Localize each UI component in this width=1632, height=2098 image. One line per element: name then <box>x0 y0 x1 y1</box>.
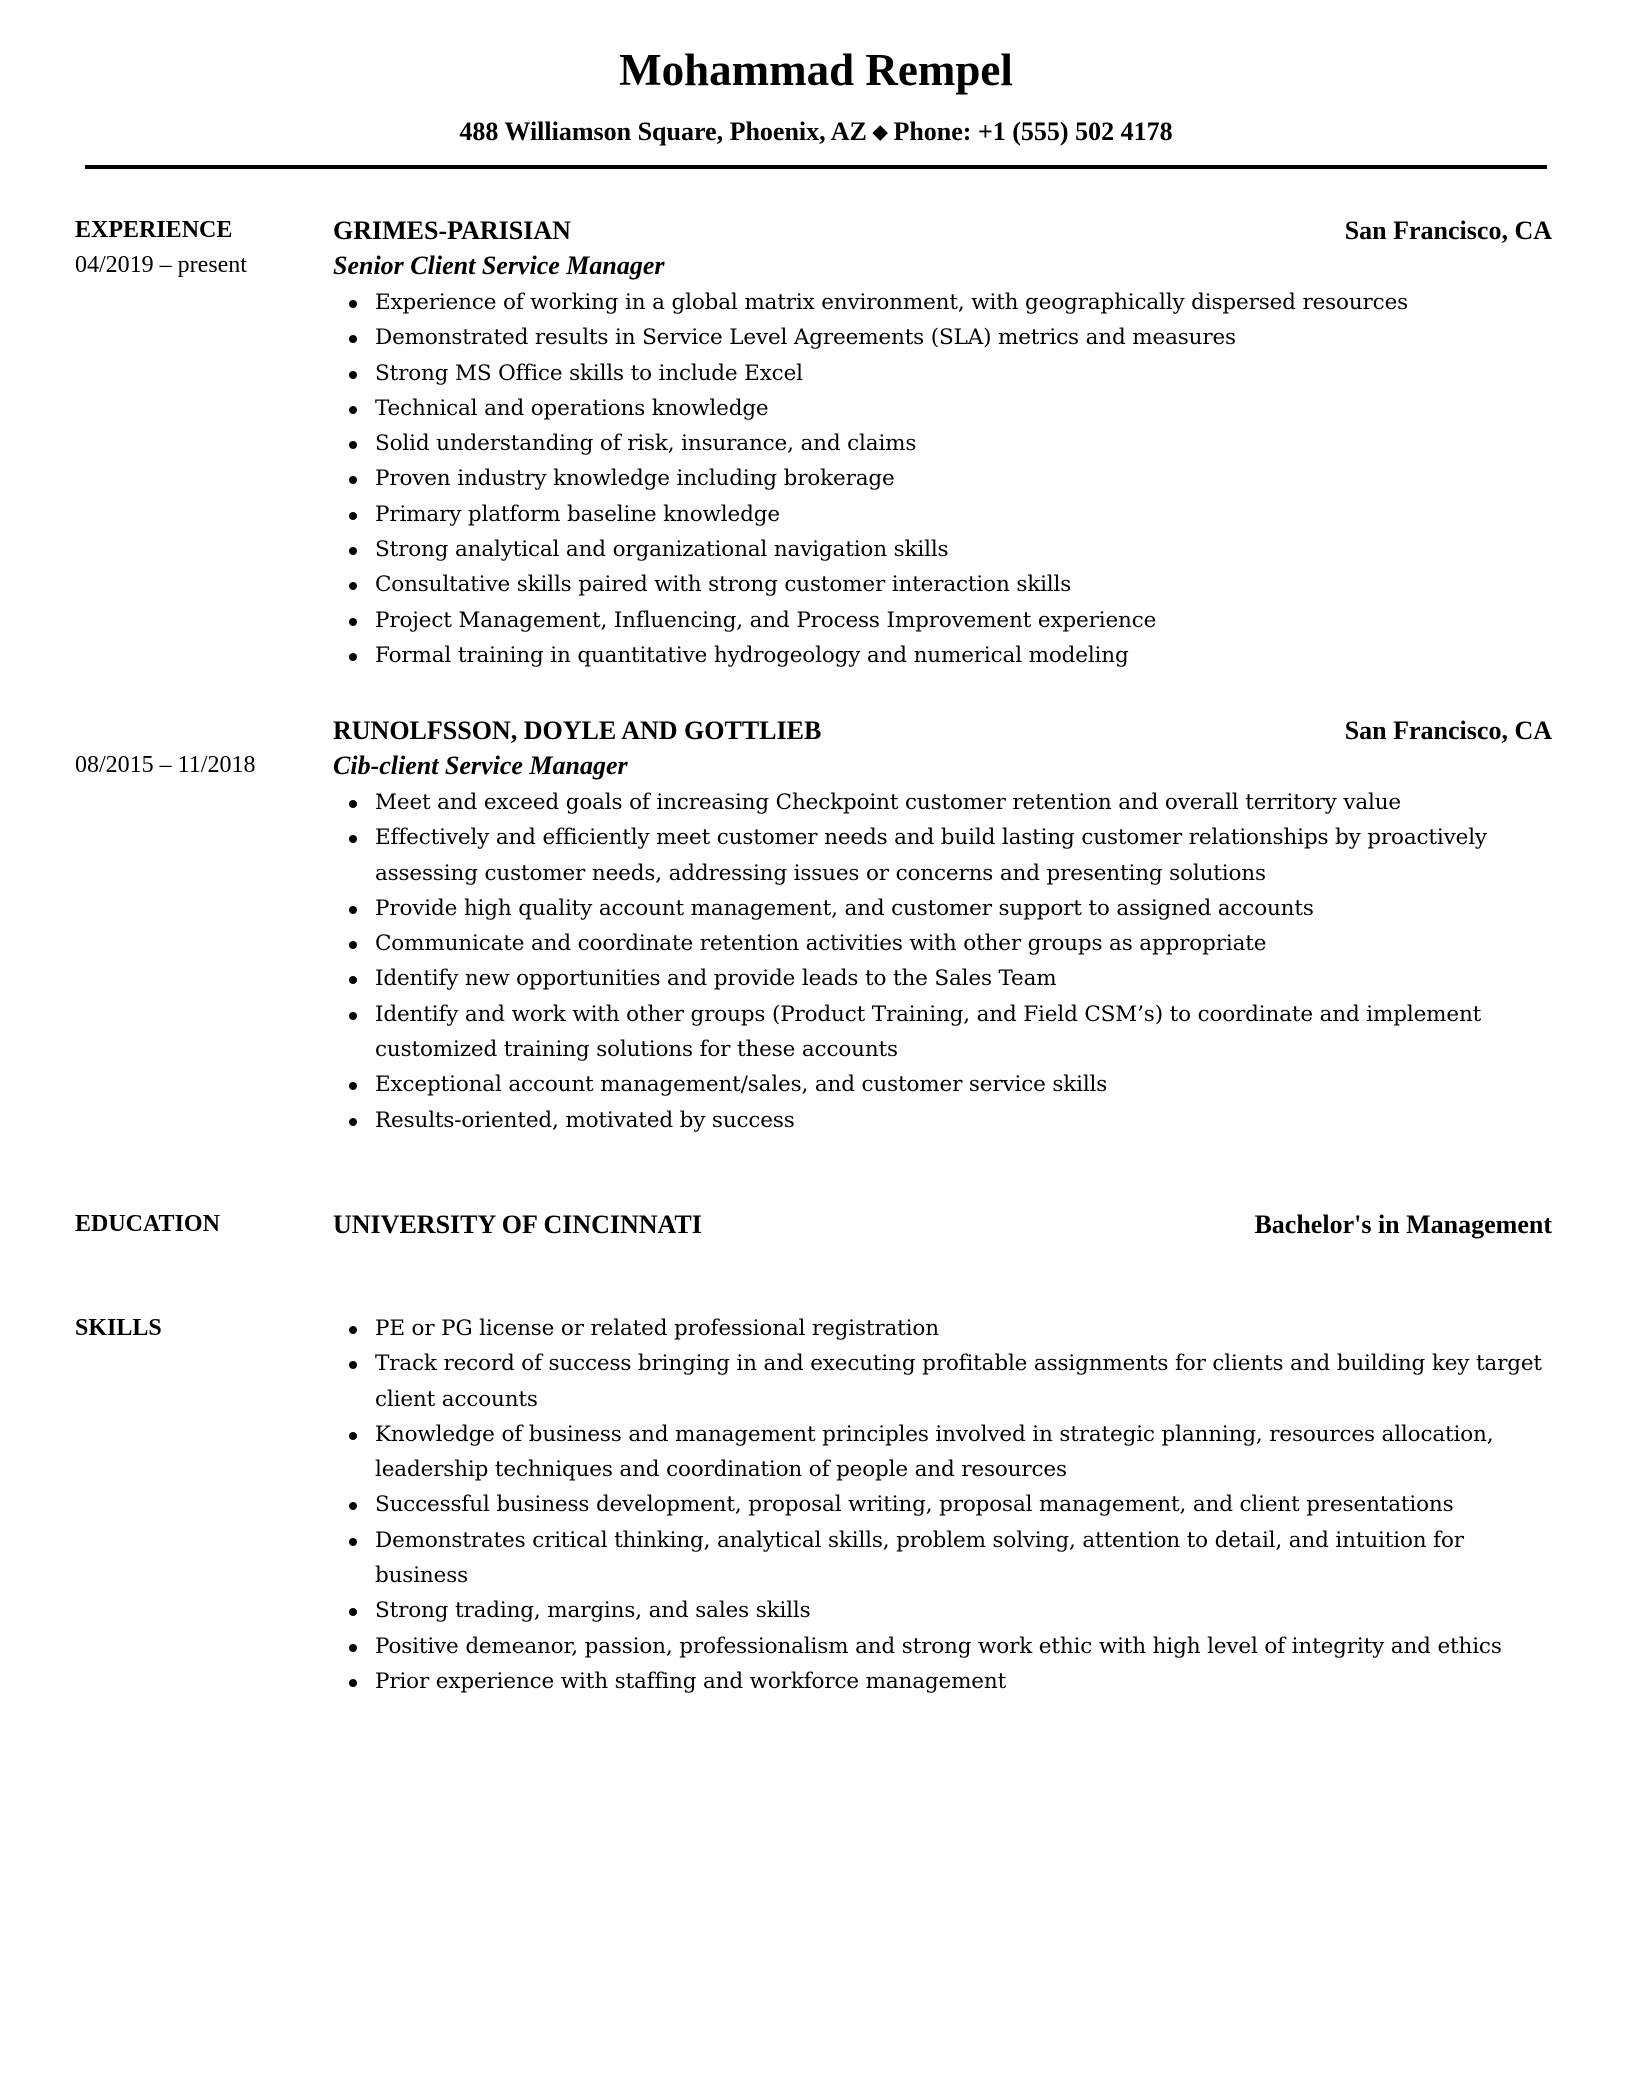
company-name: GRIMES-PARISIAN <box>333 216 571 245</box>
diamond-separator-icon: ◆ <box>872 122 888 143</box>
job-location: San Francisco, CA <box>1344 716 1552 745</box>
list-item: Track record of success bringing in and executing profitable assignments for clients and building key target client accounts <box>333 1346 1552 1417</box>
job-entry <box>333 213 1552 673</box>
bullet-icon <box>349 800 357 808</box>
job-entry <box>333 713 1552 1138</box>
list-item: Formal training in quantitative hydrogeology and numerical modeling <box>333 638 1552 673</box>
list-item: Technical and operations knowledge <box>333 391 1552 426</box>
list-item: Proven industry knowledge including brokerage <box>333 461 1552 496</box>
bullet-icon <box>349 1012 357 1020</box>
bullet-icon <box>349 1118 357 1126</box>
bullet-icon <box>349 371 357 379</box>
list-item: Strong MS Office skills to include Excel <box>333 356 1552 391</box>
section-label-skills: SKILLS <box>75 1315 162 1341</box>
bullet-icon <box>349 441 357 449</box>
candidate-name: Mohammad Rempel <box>619 45 1013 95</box>
job-bullets <box>333 285 1552 673</box>
bullet-icon <box>349 1538 357 1546</box>
list-item: Communicate and coordinate retention activities with other groups as appropriate <box>333 926 1552 961</box>
bullet-icon <box>349 300 357 308</box>
bullet-icon <box>349 618 357 626</box>
list-item: Experience of working in a global matrix environment, with geographically dispersed resources <box>333 285 1552 320</box>
list-item: Primary platform baseline knowledge <box>333 497 1552 532</box>
bullet-icon <box>349 1326 357 1334</box>
bullet-icon <box>349 941 357 949</box>
bullet-icon <box>349 1679 357 1687</box>
list-item: Prior experience with staffing and workforce management <box>333 1664 1552 1699</box>
degree: Bachelor's in Management <box>1254 1210 1552 1239</box>
bullet-icon <box>349 653 357 661</box>
header-divider <box>85 165 1547 169</box>
list-item: Solid understanding of risk, insurance, and claims <box>333 426 1552 461</box>
list-item: Meet and exceed goals of increasing Checkpoint customer retention and overall territory value <box>333 785 1552 820</box>
address: 488 Williamson Square, Phoenix, AZ <box>459 117 867 146</box>
job-title: Senior Client Service Manager <box>333 251 665 280</box>
contact-line <box>0 118 1632 147</box>
list-item: Exceptional account management/sales, and customer service skills <box>333 1067 1552 1102</box>
job-dates: 04/2019 – present <box>75 252 247 278</box>
list-item: Strong trading, margins, and sales skills <box>333 1593 1552 1628</box>
bullet-icon <box>349 1502 357 1510</box>
list-item: PE or PG license or related professional registration <box>333 1311 1552 1346</box>
bullet-icon <box>349 1361 357 1369</box>
education-entry <box>333 1207 1552 1242</box>
list-item: Strong analytical and organizational navigation skills <box>333 532 1552 567</box>
phone: Phone: +1 (555) 502 4178 <box>893 117 1173 146</box>
bullet-icon <box>349 976 357 984</box>
job-bullets <box>333 785 1552 1138</box>
bullet-icon <box>349 1608 357 1616</box>
bullet-icon <box>349 547 357 555</box>
bullet-icon <box>349 1082 357 1090</box>
company-name: RUNOLFSSON, DOYLE AND GOTTLIEB <box>333 716 822 745</box>
list-item: Provide high quality account management, and customer support to assigned accounts <box>333 891 1552 926</box>
job-location: San Francisco, CA <box>1344 216 1552 245</box>
list-item: Results-oriented, motivated by success <box>333 1103 1552 1138</box>
list-item: Positive demeanor, passion, professionalism and strong work ethic with high level of integrity and ethics <box>333 1629 1552 1664</box>
list-item: Effectively and efficiently meet customer needs and build lasting customer relationships by proactively assessing customer needs, addressing issues or concerns and presenting solutions <box>333 820 1552 891</box>
bullet-icon <box>349 476 357 484</box>
bullet-icon <box>349 582 357 590</box>
bullet-icon <box>349 835 357 843</box>
bullet-icon <box>349 406 357 414</box>
list-item: Successful business development, proposal writing, proposal management, and client presentations <box>333 1487 1552 1522</box>
bullet-icon <box>349 335 357 343</box>
bullet-icon <box>349 512 357 520</box>
list-item: Demonstrates critical thinking, analytical skills, problem solving, attention to detail, and intuition for business <box>333 1523 1552 1594</box>
bullet-icon <box>349 1432 357 1440</box>
job-dates: 08/2015 – 11/2018 <box>75 752 256 778</box>
list-item: Identify and work with other groups (Product Training, and Field CSM’s) to coordinate and implement customized training solutions for these accounts <box>333 997 1552 1068</box>
school-name: UNIVERSITY OF CINCINNATI <box>333 1210 702 1239</box>
job-title: Cib-client Service Manager <box>333 751 628 780</box>
bullet-icon <box>349 906 357 914</box>
list-item: Consultative skills paired with strong customer interaction skills <box>333 567 1552 602</box>
list-item: Demonstrated results in Service Level Agreements (SLA) metrics and measures <box>333 320 1552 355</box>
list-item: Knowledge of business and management principles involved in strategic planning, resources allocation, leadership techniques and coordination of people and resources <box>333 1417 1552 1488</box>
skills-list <box>333 1311 1552 1699</box>
section-label-education: EDUCATION <box>75 1211 220 1237</box>
list-item: Identify new opportunities and provide leads to the Sales Team <box>333 961 1552 996</box>
list-item: Project Management, Influencing, and Process Improvement experience <box>333 603 1552 638</box>
section-label-experience: EXPERIENCE <box>75 217 233 243</box>
bullet-icon <box>349 1644 357 1652</box>
